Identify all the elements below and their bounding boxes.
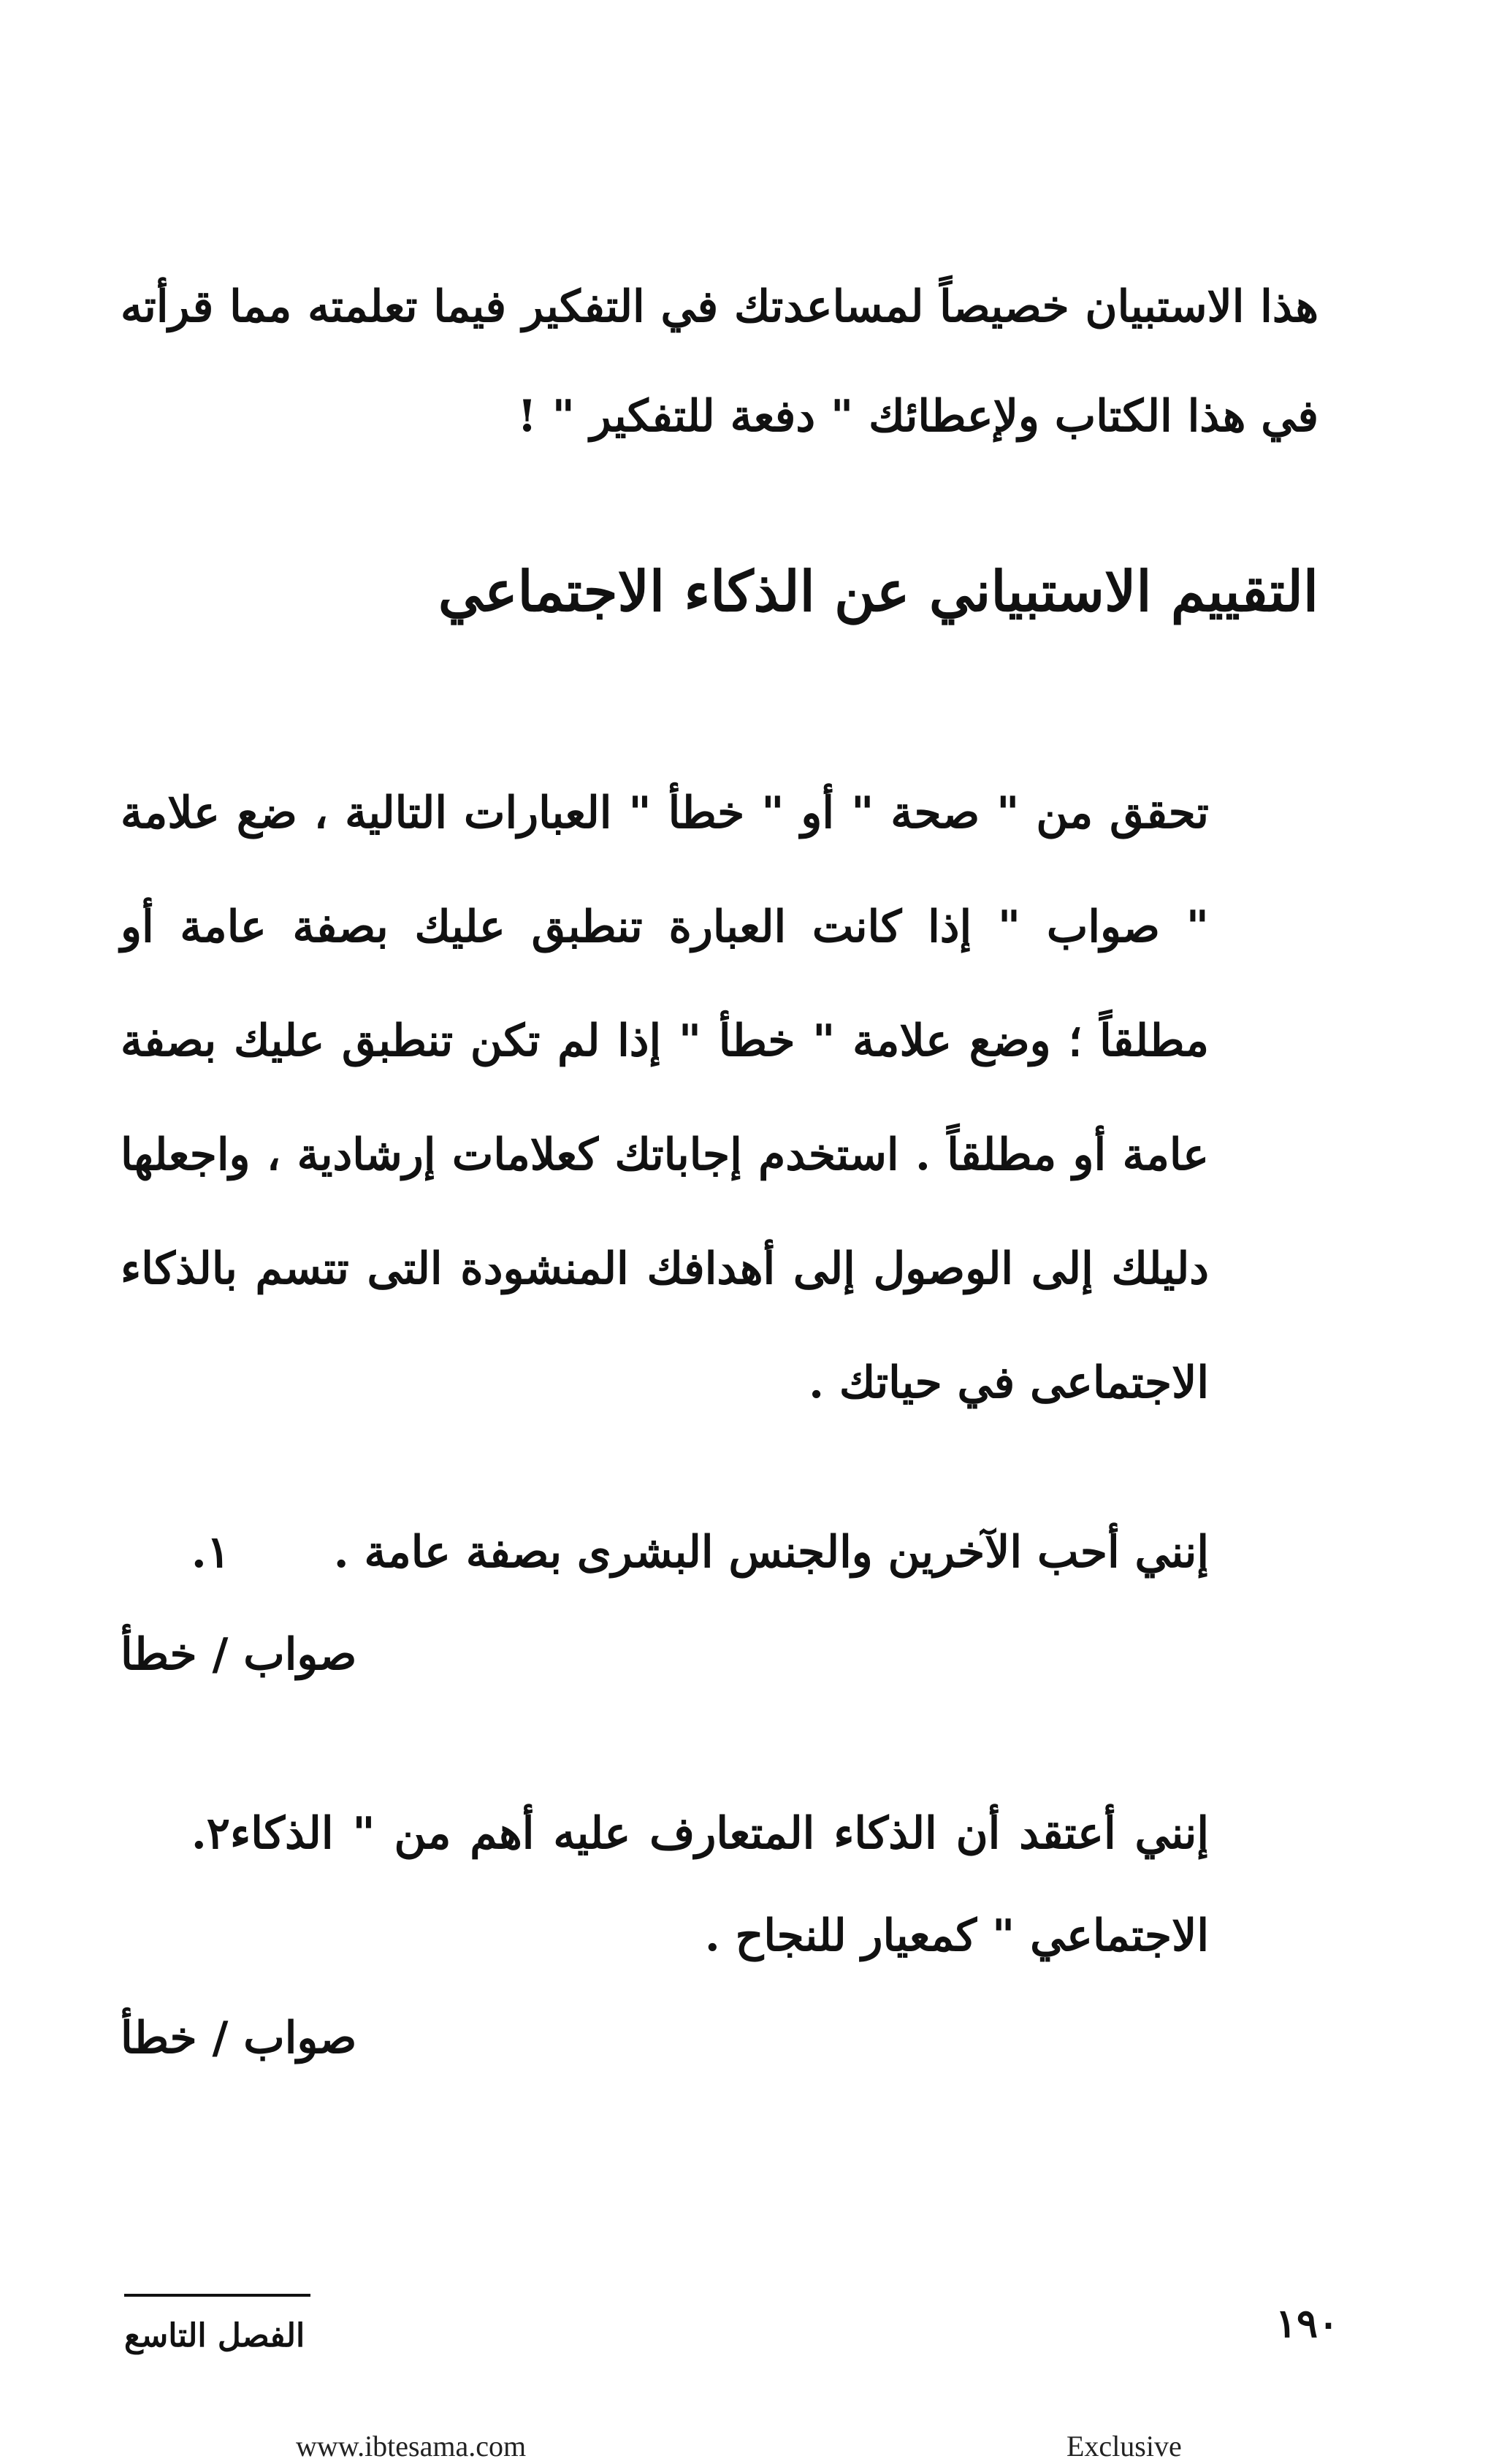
question-text: إنني أحب الآخرين والجنس البشرى بصفة عامة .	[333, 1527, 1209, 1578]
chapter-label: الفصل التاسع	[124, 2317, 305, 2354]
question-item	[121, 1782, 1318, 2089]
question-text: إنني أعتقد أن الذكاء المتعارف عليه أهم من " الذكاء الاجتماعي " كمعيار للنجاح .	[230, 1808, 1209, 1961]
intro-paragraph: هذا الاستبيان خصيصاً لمساعدتك في التفكير فيما تعلمته مما قرأته في هذا الكتاب ولإعطائك " دفعة للتفكير " !	[121, 281, 1318, 442]
answer-options	[121, 1603, 1318, 1706]
footer-divider	[124, 2294, 310, 2297]
answer-options	[121, 1987, 1318, 2089]
section-heading: التقييم الاستبياني عن الذكاء الاجتماعي	[438, 559, 1318, 624]
question-row	[121, 1782, 1318, 1987]
question-item	[121, 1501, 1318, 1706]
page-number: ١٩٠	[1275, 2300, 1339, 2346]
question-row	[121, 1501, 1318, 1603]
answer-label: صواب / خطأ	[121, 2013, 357, 2064]
question-number: ٢.	[191, 1808, 230, 1859]
watermark-site: www.ibtesama.com	[296, 2430, 527, 2463]
question-number: ١.	[191, 1527, 230, 1578]
watermark-label: Exclusive	[1066, 2430, 1182, 2463]
answer-label: صواب / خطأ	[121, 1629, 357, 1680]
instructions-paragraph: تحقق من " صحة " أو " خطأ " العبارات التالية ، ضع علامة " صواب " إذا كانت العبارة تنطبق عليك بصفة عامة أو مطلقاً ؛ وضع علامة " خطأ " إذا لم تكن تنطبق عليك بصفة عامة أو مطلقاً . استخدم إجاباتك كعلامات إرشادية ، واجعلها دليلك إلى الوصول إلى أهدافك المنشودة التى تتسم بالذكاء الاجتماعى في حياتك .	[121, 787, 1209, 1408]
